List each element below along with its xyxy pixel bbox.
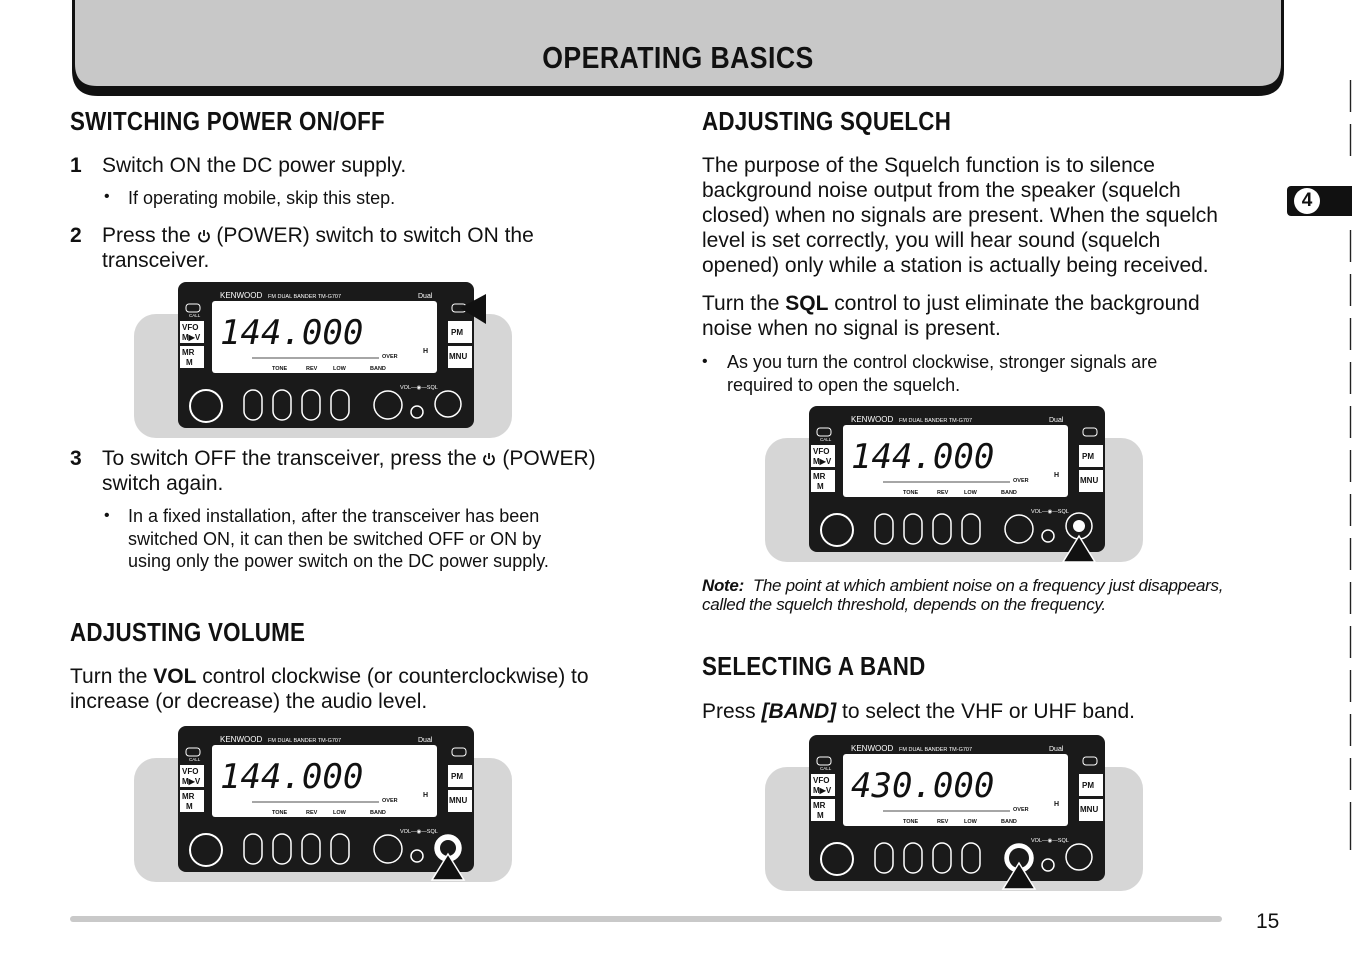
sql-line-1: Turn the SQL control to just eliminate the background xyxy=(702,292,1200,315)
svg-text:KENWOOD: KENWOOD xyxy=(851,415,894,424)
radio-figure-band xyxy=(765,735,1145,898)
volume-line-1: Turn the VOL control clockwise (or counterclockwise) to xyxy=(70,665,589,688)
svg-text:M: M xyxy=(186,358,193,367)
svg-text:MR: MR xyxy=(813,801,826,810)
svg-text:LOW: LOW xyxy=(964,819,977,825)
svg-text:VOL—◉—SQL: VOL—◉—SQL xyxy=(1031,838,1069,844)
page-title: OPERATING BASICS xyxy=(542,40,814,75)
step-1-number: 1 xyxy=(70,154,82,177)
step-3-pre: To switch OFF the transceiver, press the xyxy=(102,447,477,470)
chapter-number: 4 xyxy=(1294,188,1320,214)
svg-text:LOW: LOW xyxy=(333,810,346,816)
svg-text:PM: PM xyxy=(1082,452,1094,461)
svg-text:M▶V: M▶V xyxy=(813,786,832,795)
svg-text:FM DUAL BANDER TM-G707: FM DUAL BANDER TM-G707 xyxy=(268,738,342,744)
radio-dual: Dual xyxy=(418,293,433,300)
lcd-tone: TONE xyxy=(272,366,288,372)
lcd-band: BAND xyxy=(370,366,386,372)
squelch-note: Note: The point at which ambient noise on a frequency just disappears, called the squelch threshold, depends on the frequency. xyxy=(702,576,1224,614)
power-icon xyxy=(197,229,211,243)
squelch-heading: ADJUSTING SQUELCH xyxy=(702,106,952,136)
svg-text:TONE: TONE xyxy=(903,819,919,825)
step-3-line-2: switch again. xyxy=(102,472,224,495)
svg-text:MNU: MNU xyxy=(449,796,468,805)
lcd-h: H xyxy=(423,348,429,355)
svg-text:VFO: VFO xyxy=(182,323,199,332)
svg-text:Dual: Dual xyxy=(1049,417,1064,424)
svg-text:VFO: VFO xyxy=(182,767,199,776)
step-3-bullet-line: using only the power switch on the DC power supply. xyxy=(128,551,549,571)
svg-text:M: M xyxy=(186,802,193,811)
page-number: 15 xyxy=(1256,910,1280,933)
svg-text:H: H xyxy=(423,792,429,799)
svg-text:KENWOOD: KENWOOD xyxy=(220,735,263,744)
svg-text:MNU: MNU xyxy=(1080,805,1099,814)
step-2-pre: Press the xyxy=(102,224,191,247)
lcd-frequency: 430.000 xyxy=(851,766,995,806)
svg-text:PM: PM xyxy=(451,328,463,337)
svg-text:MNU: MNU xyxy=(1080,476,1099,485)
svg-text:Dual: Dual xyxy=(1049,746,1064,753)
step-2-line-1 xyxy=(102,223,534,248)
sql-line-2: noise when no signal is present. xyxy=(702,317,1001,340)
svg-text:TONE: TONE xyxy=(272,810,288,816)
step-2-number: 2 xyxy=(70,224,82,247)
step-3-post: (POWER) xyxy=(502,447,596,470)
power-heading: SWITCHING POWER ON/OFF xyxy=(70,106,385,136)
svg-text:144.000: 144.000 xyxy=(851,437,995,477)
svg-text:MR: MR xyxy=(813,472,826,481)
svg-text:PM: PM xyxy=(451,772,463,781)
radio-illustration xyxy=(765,406,1145,564)
svg-text:REV: REV xyxy=(937,490,949,496)
footer-rule xyxy=(70,916,1222,922)
svg-text:OVER: OVER xyxy=(1013,807,1029,813)
svg-text:FM DUAL BANDER TM-G707: FM DUAL BANDER TM-G707 xyxy=(899,747,973,753)
svg-text:M▶V: M▶V xyxy=(813,457,832,466)
step-3-line-1 xyxy=(102,446,596,471)
sql-keyword: SQL xyxy=(785,292,829,315)
svg-text:M: M xyxy=(817,482,824,491)
power-icon xyxy=(482,452,496,466)
svg-text:BAND: BAND xyxy=(370,810,386,816)
svg-text:H: H xyxy=(1054,472,1060,479)
svg-text:M▶V: M▶V xyxy=(182,777,201,786)
step-3-number: 3 xyxy=(70,447,82,470)
step-3-bullet xyxy=(128,505,549,573)
lcd-rev: REV xyxy=(306,366,318,372)
band-heading: SELECTING A BAND xyxy=(702,651,926,681)
svg-text:PM: PM xyxy=(1082,781,1094,790)
svg-text:FM DUAL BANDER TM-G707: FM DUAL BANDER TM-G707 xyxy=(899,418,973,424)
svg-text:MR: MR xyxy=(182,348,195,357)
svg-text:MR: MR xyxy=(182,792,195,801)
svg-text:BAND: BAND xyxy=(1001,490,1017,496)
svg-text:144.000: 144.000 xyxy=(220,757,364,797)
svg-text:VOL—◉—SQL: VOL—◉—SQL xyxy=(1031,509,1069,515)
svg-text:BAND: BAND xyxy=(1001,819,1017,825)
svg-text:OVER: OVER xyxy=(382,798,398,804)
squelch-bullet: As you turn the control clockwise, stronger signals are required to open the squelch. xyxy=(727,352,1158,395)
svg-text:REV: REV xyxy=(306,810,318,816)
lcd-over: OVER xyxy=(382,354,398,360)
svg-text:Dual: Dual xyxy=(418,737,433,744)
svg-text:CALL: CALL xyxy=(189,757,201,762)
svg-text:OVER: OVER xyxy=(1013,478,1029,484)
step-3-bullet-line: switched ON, it can then be switched OFF or ON by xyxy=(128,528,542,549)
radio-illustration xyxy=(134,282,514,440)
bullet-dot: • xyxy=(104,188,110,205)
svg-text:M▶V: M▶V xyxy=(182,333,201,342)
svg-text:LOW: LOW xyxy=(964,490,977,496)
btn-call-label: CALL xyxy=(189,313,201,318)
svg-text:KENWOOD: KENWOOD xyxy=(851,744,894,753)
svg-text:TONE: TONE xyxy=(903,490,919,496)
squelch-paragraph: The purpose of the Squelch function is to silence background noise output from the speaker (squelch closed) when no signals are present. When the squelch level is set correctly, you will hear sound (squelch opened) only while a station is actually being received. xyxy=(702,154,1218,277)
svg-text:M: M xyxy=(817,811,824,820)
step-2-post: (POWER) switch to switch ON the xyxy=(216,224,534,247)
lcd-frequency: 144.000 xyxy=(220,313,364,353)
volume-line-2: increase (or decrease) the audio level. xyxy=(70,690,428,713)
svg-text:VFO: VFO xyxy=(813,776,830,785)
radio-brand: KENWOOD xyxy=(220,291,263,300)
step-1-text: Switch ON the DC power supply. xyxy=(102,154,407,177)
svg-text:VFO: VFO xyxy=(813,447,830,456)
svg-text:VOL—◉—SQL: VOL—◉—SQL xyxy=(400,385,438,391)
step-1-bullet: If operating mobile, skip this step. xyxy=(128,188,396,208)
step-2-line-2: transceiver. xyxy=(102,249,210,272)
lcd-low: LOW xyxy=(333,366,346,372)
note-label: Note: xyxy=(702,576,744,595)
svg-text:H: H xyxy=(1054,801,1060,808)
svg-text:REV: REV xyxy=(937,819,949,825)
step-3-bullet-line: In a fixed installation, after the transceiver has been xyxy=(128,506,540,526)
volume-heading: ADJUSTING VOLUME xyxy=(70,617,306,647)
radio-figure-volume xyxy=(134,726,514,889)
svg-text:CALL: CALL xyxy=(820,766,832,771)
band-key: [BAND] xyxy=(761,700,837,723)
radio-figure-power xyxy=(134,282,514,445)
vol-keyword: VOL xyxy=(153,665,197,688)
radio-illustration xyxy=(134,726,514,884)
svg-text:MNU: MNU xyxy=(449,352,468,361)
radio-illustration xyxy=(765,735,1145,893)
chapter-banner xyxy=(72,0,1284,90)
bullet-dot: • xyxy=(702,353,708,370)
svg-text:VOL—◉—SQL: VOL—◉—SQL xyxy=(400,829,438,835)
bullet-dot: • xyxy=(104,507,110,524)
svg-text:CALL: CALL xyxy=(820,437,832,442)
radio-figure-squelch xyxy=(765,406,1145,569)
band-instruction: Press [BAND] to select the VHF or UHF band. xyxy=(702,700,1135,723)
radio-model: FM DUAL BANDER TM-G707 xyxy=(268,294,342,300)
